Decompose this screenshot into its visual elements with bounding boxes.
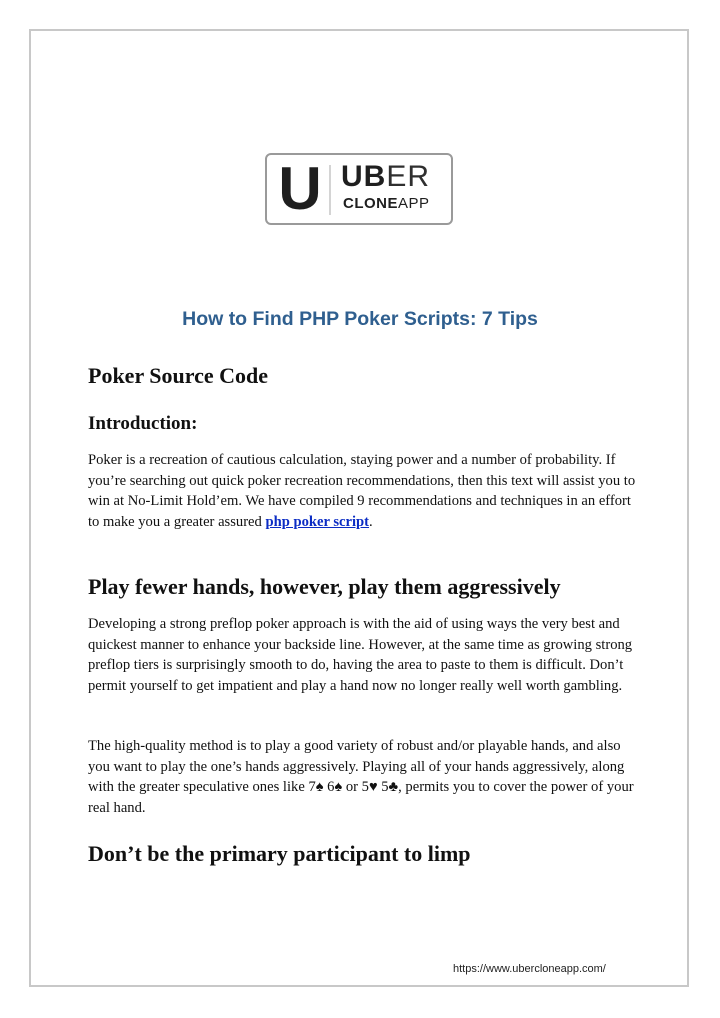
intro-end: . [369, 513, 373, 530]
uber-clone-app-logo [265, 153, 453, 225]
footer-url[interactable]: https://www.ubercloneapp.com/ [453, 963, 606, 975]
logo-divider [329, 165, 331, 215]
page-title: How to Find PHP Poker Scripts: 7 Tips [182, 308, 538, 330]
intro-paragraph [88, 450, 636, 532]
logo-subtitle [343, 195, 430, 213]
logo-mark: U [278, 155, 322, 222]
logo-brand [341, 161, 430, 193]
logo-sub-rest: APP [398, 195, 430, 212]
heading-play-fewer-hands: Play fewer hands, however, play them aggressively [88, 574, 561, 599]
heading-introduction: Introduction: [88, 413, 198, 434]
paragraph-aggressive-play: The high-quality method is to play a good variety of robust and/or playable hands, and also you want to play the one’s hands aggressively. Playing all of your hands aggressively, along with the greater speculative ones like 7♠ 6♠ or 5♥ 5♣, permits you to cover the power of your real hand. [88, 738, 634, 816]
php-poker-script-link[interactable]: php poker script [265, 513, 370, 530]
paragraph-preflop: Developing a strong preflop poker approach is with the aid of using ways the very best and quickest manner to enhance your backside line. However, at the same time as growing strong preflop tiers is surprisingly smooth to do, having the area to paste to them is difficult. Don’t permit yourself to get impatient and play a hand now no longer really well worth gambling. [88, 616, 633, 694]
heading-primary-limp: Don’t be the primary participant to limp [88, 841, 471, 866]
logo-brand-bold: UB [341, 160, 387, 193]
intro-text: Poker is a recreation of cautious calculation, staying power and a number of probability. If you’re searching out quick poker recreation recommendations, then this text will assist you to win at No-Limit Hold’em. We have compiled 9 recommendations and techniques in an effort to make you a greater assured [88, 452, 636, 530]
logo-brand-rest: ER [386, 160, 431, 193]
logo-sub-bold: CLONE [343, 195, 398, 212]
heading-poker-source-code: Poker Source Code [88, 363, 269, 388]
